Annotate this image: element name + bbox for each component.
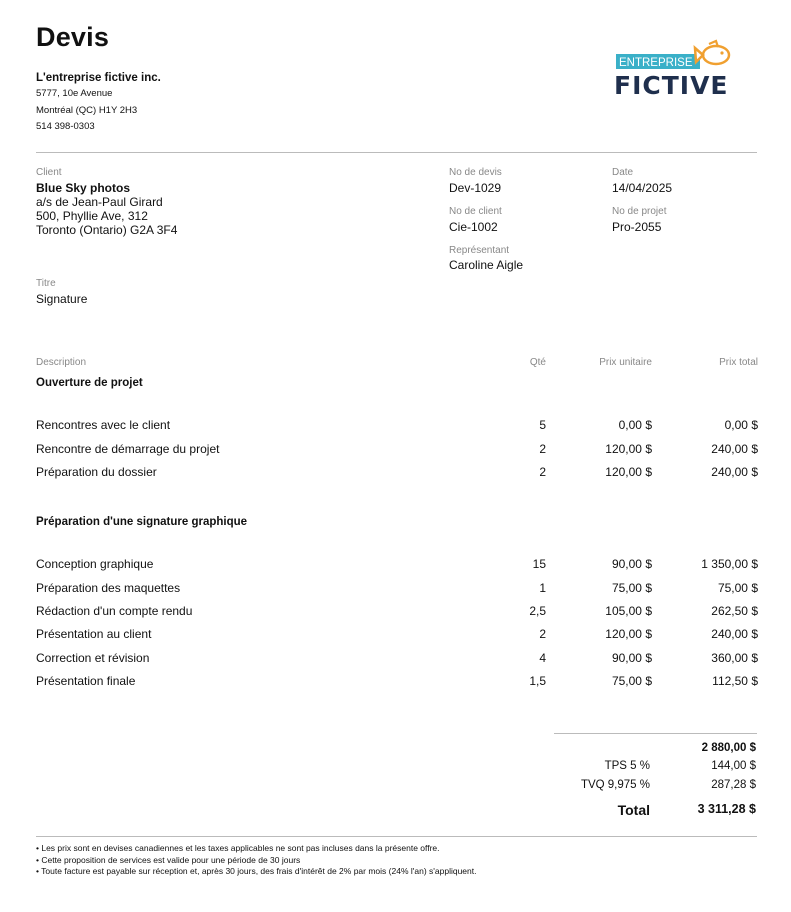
- row-total: 262,50 $: [711, 604, 758, 618]
- section-title: Ouverture de projet: [36, 377, 143, 389]
- quote-number-label: No de devis: [449, 167, 502, 178]
- footer-note: • Toute facture est payable sur réception et, après 30 jours, des frais d'intérêt de 2% par mois (24% l'an) s'appliquent.: [36, 866, 477, 876]
- row-description: Rédaction d'un compte rendu: [36, 604, 193, 618]
- date-label: Date: [612, 167, 634, 178]
- row-qty: 15: [532, 557, 546, 571]
- table-row: [36, 418, 758, 434]
- row-qty: 2,5: [529, 604, 546, 618]
- table-row: [36, 674, 758, 690]
- total-value: 3 311,28 $: [697, 802, 756, 816]
- tps-value: 144,00 $: [711, 760, 756, 772]
- row-total: 1 350,00 $: [701, 557, 758, 571]
- company-address-line1: 5777, 10e Avenue: [36, 88, 113, 99]
- footer-note: • Les prix sont en devises canadiennes et les taxes applicables ne sont pas incluses dans la présente offre.: [36, 843, 440, 853]
- totals-divider: [554, 733, 757, 734]
- logo-main-text: FICTIVE: [614, 71, 729, 98]
- header-divider: [36, 152, 757, 153]
- row-description: Correction et révision: [36, 651, 150, 665]
- total-label: Total: [617, 802, 650, 818]
- tvq-label: TVQ 9,975 %: [580, 779, 650, 791]
- titre-value: Signature: [36, 292, 88, 306]
- footer-note: • Cette proposition de services est valide pour une période de 30 jours: [36, 855, 301, 865]
- company-logo: [612, 38, 737, 98]
- row-unit-price: 105,00 $: [605, 604, 652, 618]
- table-row: [36, 627, 758, 643]
- row-qty: 2: [539, 465, 546, 479]
- row-qty: 4: [539, 651, 546, 665]
- row-unit-price: 120,00 $: [605, 465, 652, 479]
- row-qty: 2: [539, 627, 546, 641]
- date-value: 14/04/2025: [612, 181, 673, 195]
- table-row: [36, 442, 758, 458]
- row-qty: 5: [539, 418, 546, 432]
- row-description: Préparation des maquettes: [36, 581, 181, 595]
- row-total: 240,00 $: [711, 465, 758, 479]
- client-name: Blue Sky photos: [36, 181, 131, 195]
- row-qty: 2: [539, 442, 546, 456]
- client-label: Client: [36, 167, 62, 178]
- project-number-label: No de projet: [612, 206, 667, 217]
- row-unit-price: 0,00 $: [618, 418, 652, 432]
- row-total: 75,00 $: [717, 581, 758, 595]
- row-description: Rencontres avec le client: [36, 418, 171, 432]
- table-row: [36, 465, 758, 481]
- row-description: Présentation au client: [36, 627, 152, 641]
- page-title: Devis: [36, 22, 110, 52]
- row-unit-price: 90,00 $: [611, 557, 652, 571]
- titre-label: Titre: [36, 278, 56, 289]
- row-unit-price: 75,00 $: [611, 581, 652, 595]
- company-name: L'entreprise fictive inc.: [36, 72, 161, 84]
- col-header-description: Description: [36, 357, 87, 368]
- table-row: [36, 604, 758, 620]
- footer-divider: [36, 836, 757, 837]
- row-unit-price: 120,00 $: [605, 442, 652, 456]
- col-header-total-price: Prix total: [719, 357, 758, 368]
- section-title: Préparation d'une signature graphique: [36, 516, 248, 528]
- quote-number: Dev-1029: [449, 181, 502, 195]
- tvq-value: 287,28 $: [711, 779, 756, 791]
- row-total: 240,00 $: [711, 442, 758, 456]
- col-header-qty: Qté: [529, 357, 546, 368]
- row-total: 112,50 $: [712, 674, 758, 688]
- representative-label: Représentant: [449, 245, 510, 256]
- company-address-line2: Montréal (QC) H1Y 2H3: [36, 105, 138, 116]
- row-unit-price: 75,00 $: [611, 674, 652, 688]
- row-qty: 1: [539, 581, 546, 595]
- subtotal-value: 2 880,00 $: [701, 742, 756, 754]
- col-header-unit-price: Prix unitaire: [599, 357, 652, 368]
- project-number: Pro-2055: [612, 220, 662, 234]
- row-total: 0,00 $: [724, 418, 758, 432]
- row-unit-price: 90,00 $: [611, 651, 652, 665]
- client-contact: a/s de Jean-Paul Girard: [36, 195, 163, 209]
- row-description: Préparation du dossier: [36, 465, 157, 479]
- table-row: [36, 581, 758, 597]
- table-row: [36, 651, 758, 667]
- tps-label: TPS 5 %: [604, 760, 650, 772]
- fish-icon: [695, 41, 729, 64]
- company-phone: 514 398-0303: [36, 121, 95, 132]
- representative: Caroline Aigle: [449, 258, 524, 272]
- client-city: Toronto (Ontario) G2A 3F4: [36, 223, 178, 237]
- row-description: Présentation finale: [36, 674, 136, 688]
- row-total: 240,00 $: [711, 627, 758, 641]
- client-number: Cie-1002: [449, 220, 498, 234]
- row-description: Conception graphique: [36, 557, 154, 571]
- row-unit-price: 120,00 $: [605, 627, 652, 641]
- client-number-label: No de client: [449, 206, 502, 217]
- client-street: 500, Phyllie Ave, 312: [36, 209, 148, 223]
- row-total: 360,00 $: [711, 651, 758, 665]
- row-qty: 1,5: [529, 674, 546, 688]
- table-row: [36, 557, 758, 573]
- logo-top-text: ENTREPRISE: [619, 57, 693, 69]
- row-description: Rencontre de démarrage du projet: [36, 442, 220, 456]
